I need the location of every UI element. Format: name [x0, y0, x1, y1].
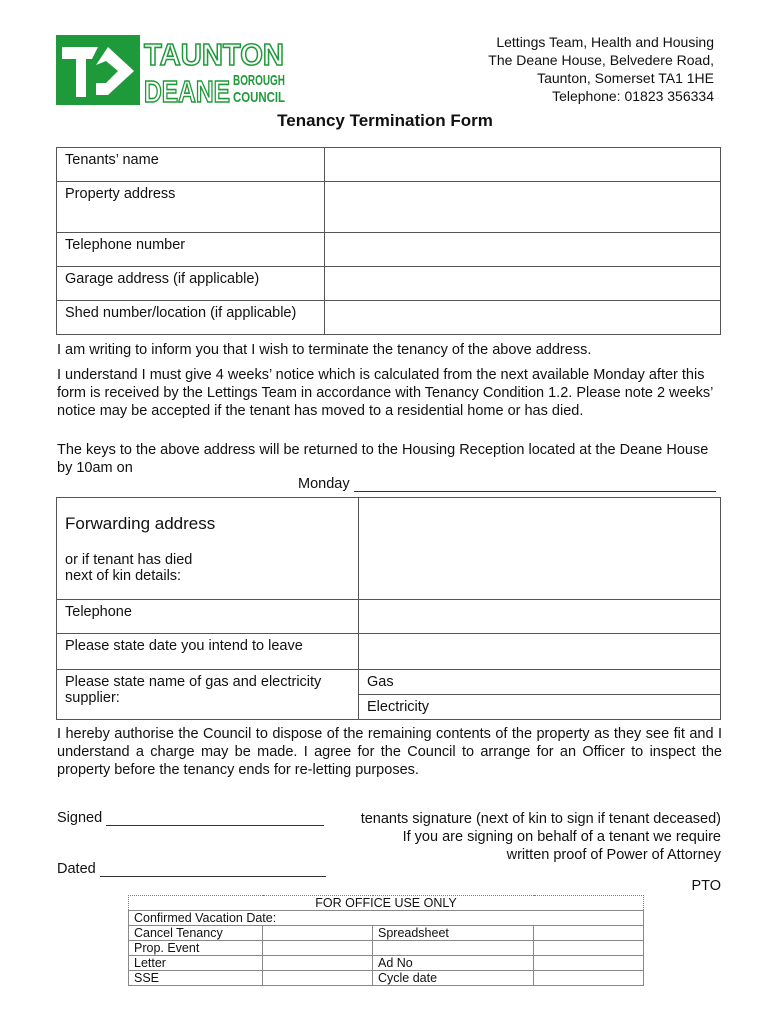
pto-label: PTO: [691, 878, 721, 894]
ad-no-field[interactable]: [534, 956, 644, 971]
office-use-table: [128, 895, 644, 986]
signature-note-3: written proof of Power of Attorney: [506, 847, 721, 863]
telephone-number-field[interactable]: [325, 233, 721, 267]
address-line: Taunton, Somerset TA1 1HE: [537, 70, 714, 86]
electricity-supplier-field[interactable]: Electricity: [359, 695, 721, 720]
monday-line: [298, 476, 716, 492]
office-blank-field[interactable]: [534, 941, 644, 956]
letter-label: Letter: [129, 956, 263, 971]
tenants-name-field[interactable]: [325, 148, 721, 182]
signature-field[interactable]: [106, 812, 324, 826]
supplier-label: Please state name of gas and electricity supplier:: [57, 670, 359, 720]
signed-line: [57, 810, 324, 826]
forwarding-table: [56, 497, 721, 720]
ad-no-label: Ad No: [373, 956, 534, 971]
shed-number-field[interactable]: [325, 301, 721, 335]
shed-number-label: Shed number/location (if applicable): [57, 301, 325, 335]
telephone-number-label: Telephone number: [57, 233, 325, 267]
monday-label: Monday: [298, 476, 350, 492]
address-line: Lettings Team, Health and Housing: [496, 34, 714, 50]
sse-field[interactable]: [263, 971, 373, 986]
next-of-kin-line1: or if tenant has died: [65, 552, 193, 568]
forwarding-address-field[interactable]: [359, 498, 721, 600]
forwarding-address-label-cell: [57, 498, 359, 600]
forwarding-address-heading: Forwarding address: [65, 514, 216, 533]
keys-paragraph: The keys to the above address will be returned to the Housing Reception located at the Deane House by 10am on: [57, 442, 709, 476]
authorisation-paragraph: I hereby authorise the Council to dispose of the remaining contents of the property as they see fit and I understand a charge may be made. I agree for the Council to arrange for an Officer to inspect the property before the tenancy ends for re-letting purposes.: [57, 726, 722, 778]
prop-event-label: Prop. Event: [129, 941, 263, 956]
signed-label: Signed: [57, 810, 103, 826]
property-address-label: Property address: [57, 182, 325, 233]
dated-label: Dated: [57, 861, 96, 877]
cancel-tenancy-field[interactable]: [263, 926, 373, 941]
spreadsheet-field[interactable]: [534, 926, 644, 941]
forwarding-telephone-field[interactable]: [359, 600, 721, 634]
leave-date-label: Please state date you intend to leave: [57, 634, 359, 670]
monday-date-field[interactable]: [354, 478, 716, 492]
forwarding-telephone-label: Telephone: [57, 600, 359, 634]
logo-line3: BOROUGH: [233, 72, 285, 89]
garage-address-label: Garage address (if applicable): [57, 267, 325, 301]
next-of-kin-line2: next of kin details:: [65, 568, 182, 584]
logo-line1: TAUNTON: [144, 37, 284, 72]
sse-label: SSE: [129, 971, 263, 986]
logo-line2: DEANE: [144, 74, 230, 109]
confirmed-vacation-date: Confirmed Vacation Date:: [129, 911, 644, 926]
address-line: Telephone: 01823 356334: [552, 88, 714, 104]
office-use-header: FOR OFFICE USE ONLY: [129, 896, 644, 911]
notice-paragraph: I understand I must give 4 weeks’ notice which is calculated from the next available Monday after this form is received by the Lettings Team in accordance with Tenancy Condition 1.2. Please note 2 weeks’ notice may be accepted if the tenant has moved to a residential home or has died.: [57, 367, 713, 419]
logo-line4: COUNCIL: [233, 89, 285, 106]
signature-note-1: tenants signature (next of kin to sign if tenant deceased): [360, 811, 721, 827]
signature-note-2: If you are signing on behalf of a tenant we require: [402, 829, 721, 845]
council-address: [488, 33, 714, 105]
tenants-name-label: Tenants’ name: [57, 148, 325, 182]
leave-date-field[interactable]: [359, 634, 721, 670]
signature-notes: [361, 810, 721, 864]
cycle-date-label: Cycle date: [373, 971, 534, 986]
dated-line: [57, 861, 326, 877]
address-line: The Deane House, Belvedere Road,: [488, 52, 714, 68]
dated-field[interactable]: [100, 863, 326, 877]
cancel-tenancy-label: Cancel Tenancy: [129, 926, 263, 941]
garage-address-field[interactable]: [325, 267, 721, 301]
letter-field[interactable]: [263, 956, 373, 971]
office-blank-cell: [373, 941, 534, 956]
intent-paragraph: I am writing to inform you that I wish to terminate the tenancy of the above address.: [57, 342, 592, 358]
gas-supplier-field[interactable]: Gas: [359, 670, 721, 695]
property-address-field[interactable]: [325, 182, 721, 233]
cycle-date-field[interactable]: [534, 971, 644, 986]
spreadsheet-label: Spreadsheet: [373, 926, 534, 941]
council-logo: [56, 35, 286, 109]
form-title: Tenancy Termination Form: [277, 111, 493, 130]
tenant-details-table: [56, 147, 721, 335]
prop-event-field[interactable]: [263, 941, 373, 956]
